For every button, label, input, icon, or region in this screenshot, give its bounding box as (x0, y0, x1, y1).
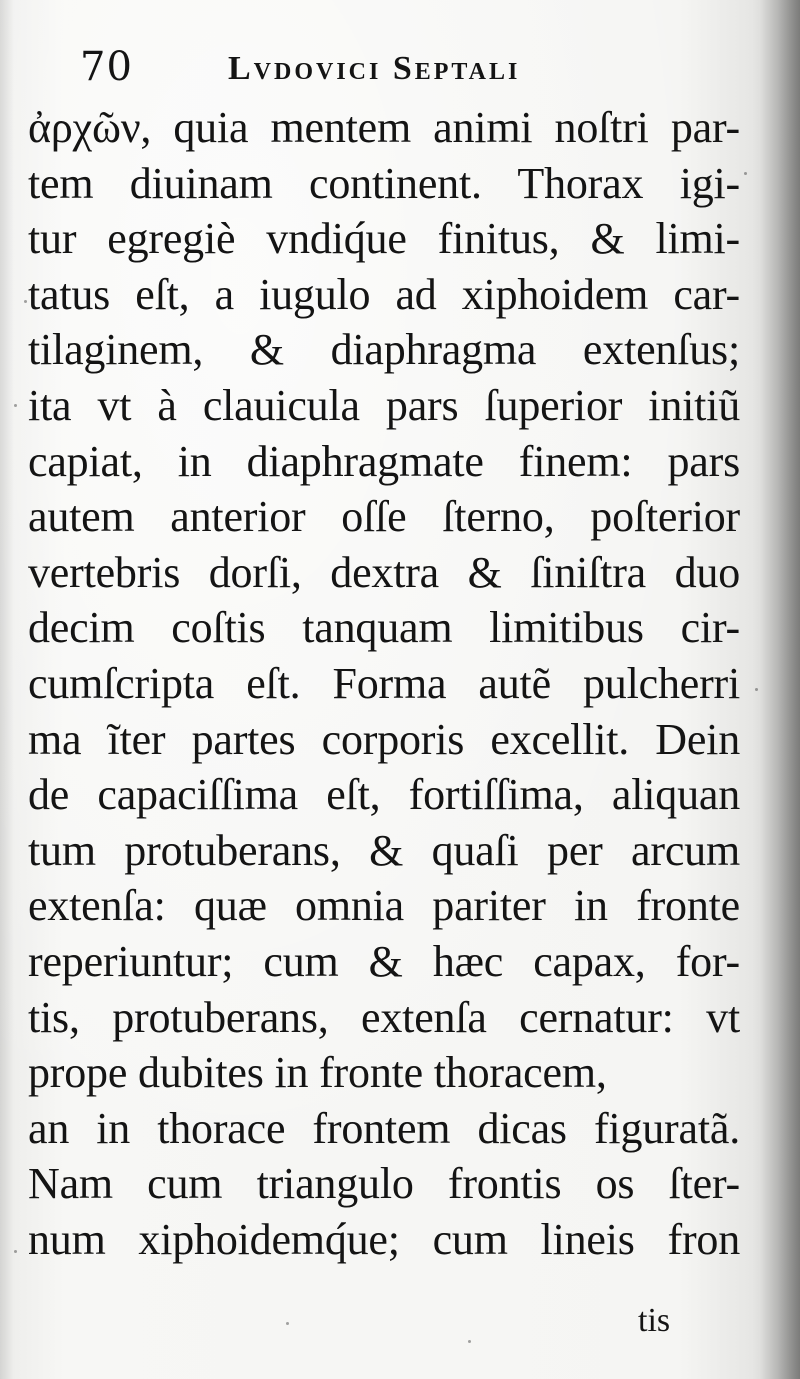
text-line: reperiuntur; cum & hæc capax, for- (28, 936, 740, 986)
text-line: ita vt à clauicula pars ſuperior initiũ (28, 380, 740, 430)
page-edge-shadow (760, 0, 800, 1379)
page-header (80, 44, 600, 104)
text-line: tis, protuberans, extenſa cernatur: vt (28, 992, 740, 1042)
running-head: Lvdovici Septali (228, 50, 521, 87)
text-line: vertebris dorſi, dextra & ſiniſtra duo (28, 547, 740, 597)
text-line: de capaciſſima eſt, fortiſſima, aliquan (28, 770, 740, 820)
catchword: tis (638, 1302, 671, 1339)
text-line: decim coſtis tanquam limitibus cir- (28, 603, 740, 653)
text-line: cumſcripta eſt. Forma autẽ pulcherri (28, 658, 740, 708)
text-line: num xiphoidemq́ue; cum lineis fron (28, 1214, 740, 1264)
speck (14, 404, 17, 407)
text-line: tatus eſt, a iugulo ad xiphoidem car- (28, 269, 740, 319)
text-line: prope dubites in fronte thoracem, (28, 1048, 607, 1098)
speck (755, 688, 758, 691)
text-line: ἀρχῶν, quia mentem animi noſtri par- (28, 103, 740, 152)
speck (286, 1322, 289, 1325)
text-line: tem diuinam continent. Thorax igi- (28, 158, 740, 208)
text-line: autem anterior oſſe ſterno, poſterior (28, 492, 740, 542)
text-line: ma ĩter partes corporis excellit. Dein (28, 714, 740, 764)
speck (468, 1340, 471, 1343)
text-line: Nam cum triangulo frontis os ſter- (28, 1159, 740, 1209)
body-text (28, 100, 740, 1267)
text-line: tur egregiè vndiq́ue finitus, & limi- (28, 214, 740, 264)
page-number: 70 (80, 44, 133, 90)
text-line: extenſa: quæ omnia pariter in fronte (28, 881, 740, 931)
speck (14, 1250, 17, 1253)
speck (24, 300, 27, 303)
page-gutter-shadow (0, 0, 14, 1379)
text-line: capiat, in diaphragmate finem: pars (28, 436, 740, 486)
text-line: an in thorace frontem dicas figuratã. (28, 1103, 740, 1153)
text-line: tilaginem, & diaphragma extenſus; (28, 325, 740, 375)
text-line: tum protuberans, & quaſi per arcum (28, 825, 740, 875)
speck (744, 172, 747, 175)
